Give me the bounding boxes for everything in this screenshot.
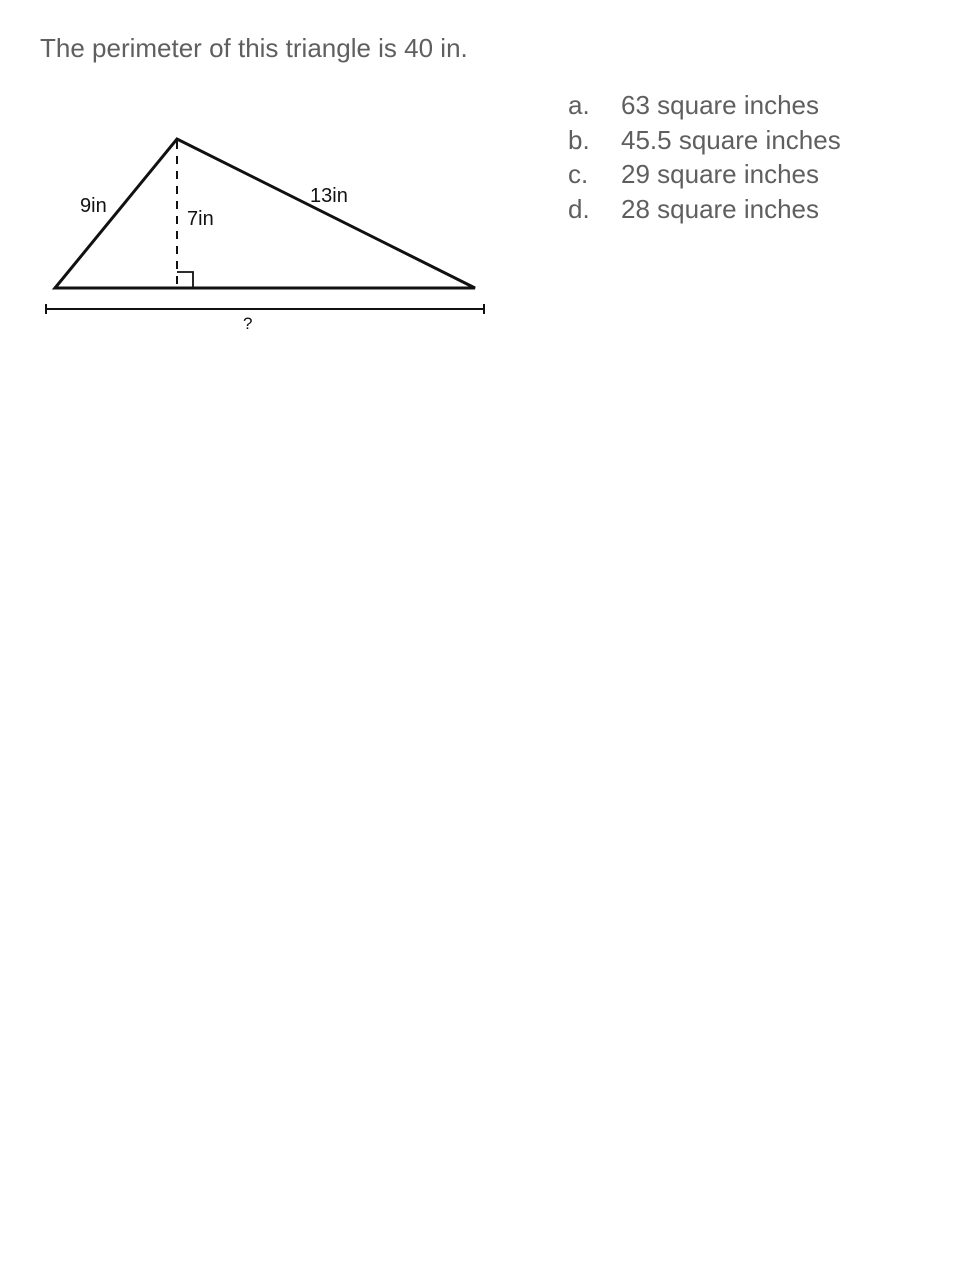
choice-b[interactable]: [568, 123, 841, 158]
choice-text: 28 square inches: [621, 193, 820, 224]
choice-c[interactable]: [568, 157, 841, 192]
side-left-label: 9in: [80, 195, 107, 217]
choice-letter: d.: [568, 193, 590, 224]
right-angle-marker: [177, 272, 193, 288]
question-text: The perimeter of this triangle is 40 in.: [40, 33, 468, 63]
height-label: 7in: [187, 208, 214, 230]
triangle-outline: [55, 139, 475, 288]
choice-letter: a.: [568, 90, 590, 120]
choice-text: 63 square inches: [621, 90, 820, 120]
side-right-label: 13in: [310, 185, 348, 207]
choice-a[interactable]: [568, 88, 841, 123]
answer-choices: [568, 88, 841, 226]
choice-letter: c.: [568, 159, 589, 189]
base-label: ?: [243, 314, 253, 333]
choice-text: 45.5 square inches: [621, 124, 841, 155]
choice-d[interactable]: [568, 192, 841, 227]
choice-letter: b.: [568, 124, 590, 155]
choice-text: 29 square inches: [621, 159, 820, 189]
